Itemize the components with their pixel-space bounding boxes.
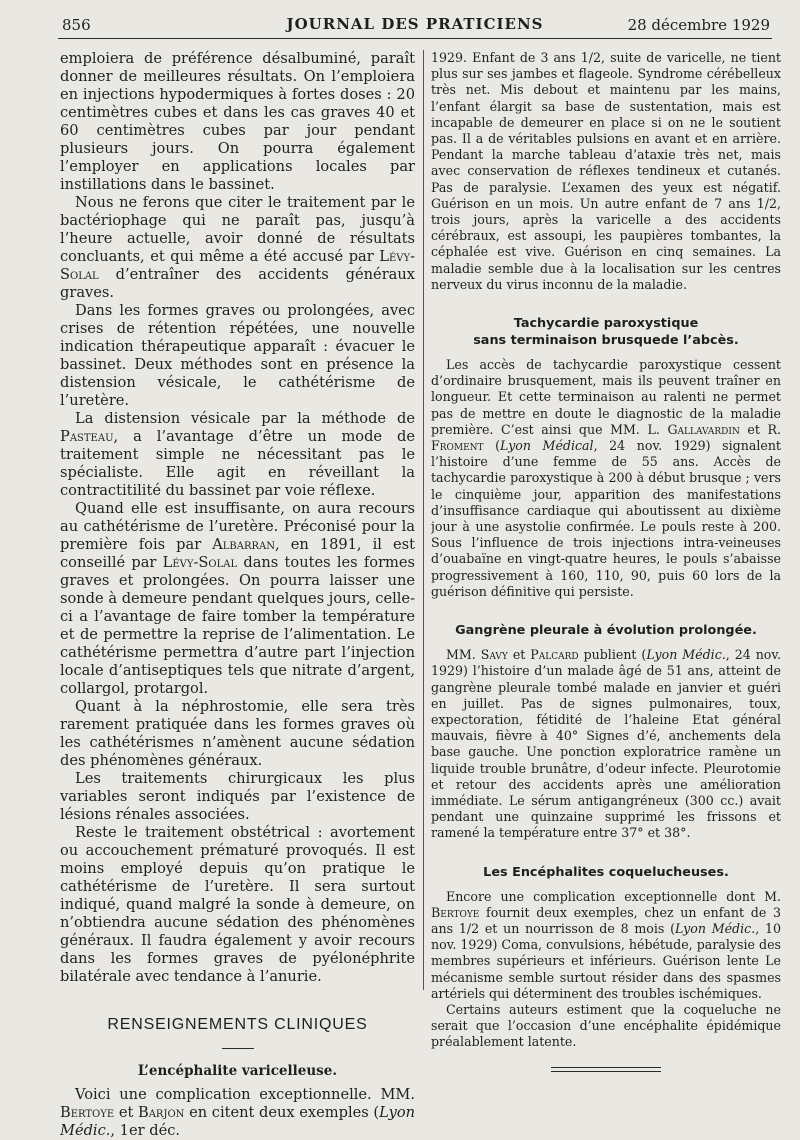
left-column bbox=[60, 50, 415, 1140]
author-name: Bertoye bbox=[60, 1104, 115, 1121]
paragraph: Reste le traitement obstétrical : avortement ou accouchement prématuré provoqués. Il est moins employé depuis qu’on pratique le cathétérisme de l’uretère. Il sera surtout indiqué, quand malgré la sonde à demeure, on n’obtiendra aucune sédation des phénomènes généraux. Il faudra également y avoir recours dans les formes graves de pyélonéphrite bilatérale avec tendance à l’anurie. bbox=[60, 824, 415, 985]
journal-ref: Lyon Médical bbox=[500, 438, 594, 454]
author-name: Palcard bbox=[530, 647, 579, 663]
page-header bbox=[58, 12, 772, 39]
column-divider bbox=[423, 50, 424, 990]
journal-title: JOURNAL DES PRATICIENS bbox=[286, 15, 544, 33]
paragraph: Quant à la néphrostomie, elle sera très rarement pratiquée dans les formes graves où les cathétérismes n’amènent aucune sédation des phénomènes généraux. bbox=[60, 698, 415, 769]
paragraph: MM. Savy et Palcard publient (Lyon Médic., 24 nov. 1929) l’histoire d’un malade âgé de 51 ans, atteint de gangrène pleurale tombé malade en janvier et guéri en juillet. Pas de signes pulmonaires, toux, expectoration, fétidité de l’haleine Etat général mauvais, fièvre à 40° Signes d’é, anchements dela base gauche. Une ponction exploratrice ramène un liquide trouble brunâtre, d’odeur infecte. Pleurotomie et retour des accidents après une amélioration immédiate. Le sérum antigangréneux (300 cc.) avait pendant une quinzaine supprimé les frissons et ramené la température entre 37° et 38°. bbox=[431, 647, 781, 841]
end-rule bbox=[551, 1071, 661, 1072]
author-name: Bertoye bbox=[431, 904, 480, 920]
end-rule bbox=[551, 1067, 661, 1068]
author-name: Savy bbox=[480, 647, 508, 663]
paragraph: Voici une complication exceptionnelle. MM. Bertoye et Barjon en citent deux exemples (Lyon Médic., 1er déc. bbox=[60, 1086, 415, 1139]
author-name: Gallavardin bbox=[667, 421, 740, 437]
journal-ref: Lyon Médic. bbox=[646, 647, 726, 663]
page-number: 856 bbox=[62, 16, 91, 34]
paragraph: emploiera de préférence désalbuminé, paraît donner de meilleures résultats. On l’emploiera en injections hypodermiques à fortes doses : 20 centimètres cubes et dans les cas graves 40 et 60 centimètres cubes par jour pendant plusieurs jours. On pourra également l’employer en applications locales par instillations dans le bassinet. bbox=[60, 50, 415, 193]
paragraph: La distension vésicale par la méthode de Pasteau, a l’avantage d’être un mode de traitement simple ne nécessitant pas le spécialiste. Elle agit en réveillant la contractitilité du bassinet par voie réflexe. bbox=[60, 410, 415, 499]
author-name: Barjon bbox=[137, 1104, 185, 1121]
article-title: Tachycardie paroxystique bbox=[513, 316, 699, 332]
journal-ref: Lyon Médic. bbox=[60, 1104, 415, 1139]
paragraph: Dans les formes graves ou prolongées, avec crises de rétention répétées, une nouvelle indication thérapeutique apparaît : évacuer le bassinet. Deux méthodes sont en présence la distension vésicale, le cathétérisme de l’uretère. bbox=[60, 302, 415, 409]
article-title: L’encéphalite varicelleuse. bbox=[137, 1063, 338, 1079]
author-name: Lévy-Solal bbox=[162, 554, 238, 571]
paragraph: Nous ne ferons que citer le traitement par le bactériophage qui ne paraît pas, jusqu’à l’heure actuelle, avoir donné de résultats concluants, et qui même a été accusé par Lévy-Solal d’entraîner des accidents généraux graves. bbox=[60, 194, 415, 301]
author-name: Albarran bbox=[212, 536, 276, 553]
issue-date: 28 décembre 1929 bbox=[627, 16, 770, 34]
paragraph: Certains auteurs estiment que la coqueluche ne serait que l’occasion d’une encéphalite épidémique préalablement latente. bbox=[431, 1001, 781, 1050]
author-name: Pasteau bbox=[60, 428, 114, 445]
journal-ref: Lyon Médic. bbox=[675, 920, 756, 936]
paragraph: Les accès de tachycardie paroxystique cessent d’ordinaire brusquement, mais ils peuvent traîner en longueur. Et cette terminaison au ralenti ne permet pas de mettre en doute le diagnostic de la maladie première. C’est ainsi que MM. L. Gallavardin et R. Froment (Lyon Médical, 24 nov. 1929) signalent l’histoire d’une femme de 55 ans. Accès de tachycardie paroxystique à 200 à début brusque ; vers le cinquième jour, apparition des manifestations d’insuffisance cardiaque qui aboutissent au dixième jour à une asystolie confirmée. Le pouls reste à 200. Sous l’influence de trois injections intra-veineuses d’ouabaïne en vingt-quatre heures, le pouls s’abaisse progressivement à 160, 110, 90, puis 60 lors de la guérison définitive qui persiste. bbox=[431, 357, 781, 599]
author-name: Lévy-Solal bbox=[60, 248, 415, 283]
article-title: Gangrène pleurale à évolution prolongée. bbox=[455, 623, 757, 639]
section-rule bbox=[222, 1048, 254, 1049]
paragraph: Les traitements chirurgicaux les plus variables seront indiqués par l’existence de lésions rénales associées. bbox=[60, 770, 415, 823]
section-title: RENSEIGNEMENTS CLINIQUES bbox=[107, 1016, 368, 1033]
right-column bbox=[431, 50, 781, 1072]
paragraph: Quand elle est insuffisante, on aura recours au cathétérisme de l’uretère. Préconisé pour la première fois par Albarran, en 1891, il est conseillé par Lévy-Solal dans toutes les formes graves et prolongées. On pourra laisser une sonde à demeure pendant quelques jours, celle-ci a l’avantage de faire tomber la température et de permettre la reprise de l’alimentation. Le cathétérisme permettra d’autre part l’injection locale d’antiseptiques tels que nitrate d’argent, collargol, protargol. bbox=[60, 500, 415, 697]
paragraph: Encore une complication exceptionnelle dont M. Bertoye fournit deux exemples, chez un enfant de 3 ans 1/2 et un nourrisson de 8 mois (Lyon Médic., 10 nov. 1929) Coma, convulsions, hébétude, paralysie des membres supérieurs et inférieurs. Guérison lente Le mécanisme semble surtout résider dans des spasmes artériels qui déterminent des troubles ischémiques. bbox=[431, 888, 781, 1001]
author-name: Froment bbox=[431, 438, 484, 454]
article-title: Les Encéphalites coquelucheuses. bbox=[483, 864, 729, 880]
paragraph: 1929. Enfant de 3 ans 1/2, suite de varicelle, ne tient plus sur ses jambes et flageole. Syndrome cérébelleux très net. Mis debout et maintenu par les mains, l’enfant élargit sa base de sustentation, mais est incapable de demeurer en place si on ne le soutient pas. Il a de véritables pulsions en avant et en arrière. Pendant la marche tableau d’ataxie très net, mais avec conservation de réflexes tendineux et cutanés. Pas de paralysie. L’examen des yeux est négatif. Guérison en un mois. Un autre enfant de 7 ans 1/2, trois jours, après la varicelle a des accidents cérébraux, est assoupi, les paupières tombantes, la céphalée est vive. Guérison en cinq semaines. La maladie semble due à la localisation sur les centres nerveux du virus inconnu de la maladie. bbox=[431, 50, 781, 292]
article-title: sans terminaison brusquede l’abcès. bbox=[473, 333, 739, 349]
